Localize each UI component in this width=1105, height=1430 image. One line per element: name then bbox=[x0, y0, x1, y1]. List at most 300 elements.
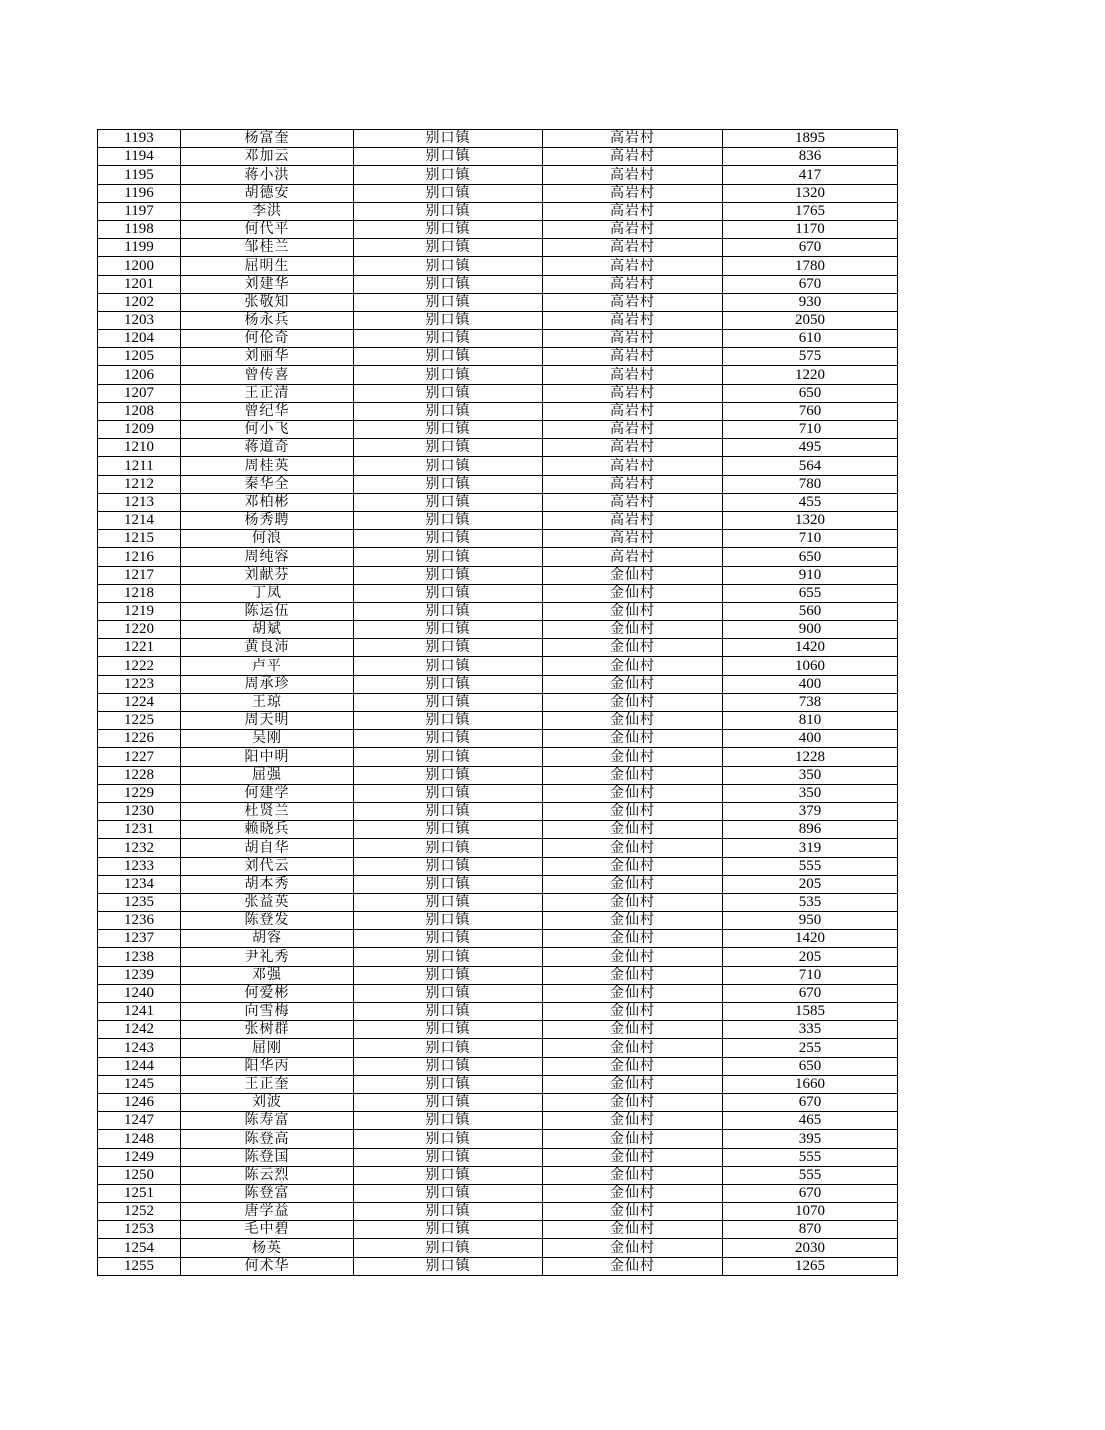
cell-amount: 575 bbox=[723, 348, 898, 366]
table-row bbox=[98, 839, 898, 857]
cell-amount: 535 bbox=[723, 893, 898, 911]
cell-town: 别口镇 bbox=[354, 912, 543, 930]
cell-village: 金仙村 bbox=[543, 584, 723, 602]
cell-village: 金仙村 bbox=[543, 693, 723, 711]
cell-village: 金仙村 bbox=[543, 1221, 723, 1239]
cell-number: 1221 bbox=[98, 639, 181, 657]
cell-amount: 670 bbox=[723, 1093, 898, 1111]
table-row bbox=[98, 1221, 898, 1239]
cell-number: 1235 bbox=[98, 893, 181, 911]
cell-town: 别口镇 bbox=[354, 457, 543, 475]
cell-number: 1220 bbox=[98, 621, 181, 639]
cell-name: 胡本秀 bbox=[181, 875, 354, 893]
cell-amount: 350 bbox=[723, 784, 898, 802]
cell-number: 1249 bbox=[98, 1148, 181, 1166]
cell-amount: 465 bbox=[723, 1112, 898, 1130]
table-row bbox=[98, 857, 898, 875]
table-row bbox=[98, 239, 898, 257]
cell-number: 1229 bbox=[98, 784, 181, 802]
cell-village: 高岩村 bbox=[543, 348, 723, 366]
table-row bbox=[98, 1166, 898, 1184]
cell-name: 丁凤 bbox=[181, 584, 354, 602]
table-row bbox=[98, 311, 898, 329]
cell-number: 1251 bbox=[98, 1184, 181, 1202]
cell-number: 1238 bbox=[98, 948, 181, 966]
table-row bbox=[98, 966, 898, 984]
cell-village: 金仙村 bbox=[543, 802, 723, 820]
cell-number: 1241 bbox=[98, 1003, 181, 1021]
table-row bbox=[98, 1239, 898, 1257]
cell-number: 1197 bbox=[98, 202, 181, 220]
cell-number: 1226 bbox=[98, 730, 181, 748]
cell-town: 别口镇 bbox=[354, 748, 543, 766]
table-row bbox=[98, 1093, 898, 1111]
cell-town: 别口镇 bbox=[354, 511, 543, 529]
cell-name: 周天明 bbox=[181, 712, 354, 730]
cell-village: 高岩村 bbox=[543, 311, 723, 329]
cell-name: 何代平 bbox=[181, 220, 354, 238]
cell-number: 1245 bbox=[98, 1075, 181, 1093]
cell-number: 1202 bbox=[98, 293, 181, 311]
cell-name: 张树群 bbox=[181, 1021, 354, 1039]
table-row bbox=[98, 493, 898, 511]
cell-village: 金仙村 bbox=[543, 1093, 723, 1111]
table-row bbox=[98, 748, 898, 766]
cell-amount: 205 bbox=[723, 948, 898, 966]
cell-town: 别口镇 bbox=[354, 675, 543, 693]
cell-village: 高岩村 bbox=[543, 421, 723, 439]
cell-town: 别口镇 bbox=[354, 130, 543, 148]
cell-town: 别口镇 bbox=[354, 1003, 543, 1021]
cell-name: 张益英 bbox=[181, 893, 354, 911]
cell-amount: 555 bbox=[723, 857, 898, 875]
cell-number: 1246 bbox=[98, 1093, 181, 1111]
cell-amount: 610 bbox=[723, 330, 898, 348]
table-row bbox=[98, 1130, 898, 1148]
cell-name: 陈云烈 bbox=[181, 1166, 354, 1184]
cell-name: 胡自华 bbox=[181, 839, 354, 857]
cell-town: 别口镇 bbox=[354, 693, 543, 711]
cell-number: 1206 bbox=[98, 366, 181, 384]
table-row bbox=[98, 330, 898, 348]
cell-amount: 780 bbox=[723, 475, 898, 493]
cell-village: 高岩村 bbox=[543, 293, 723, 311]
cell-name: 曾纪华 bbox=[181, 402, 354, 420]
table-row bbox=[98, 548, 898, 566]
cell-amount: 564 bbox=[723, 457, 898, 475]
cell-village: 金仙村 bbox=[543, 639, 723, 657]
cell-name: 王正奎 bbox=[181, 1075, 354, 1093]
table-row bbox=[98, 1257, 898, 1275]
cell-village: 金仙村 bbox=[543, 1148, 723, 1166]
cell-amount: 350 bbox=[723, 766, 898, 784]
table-row bbox=[98, 802, 898, 820]
table-row bbox=[98, 1184, 898, 1202]
cell-name: 曾传喜 bbox=[181, 366, 354, 384]
cell-number: 1207 bbox=[98, 384, 181, 402]
cell-village: 金仙村 bbox=[543, 675, 723, 693]
cell-amount: 1895 bbox=[723, 130, 898, 148]
table-row bbox=[98, 566, 898, 584]
cell-town: 别口镇 bbox=[354, 893, 543, 911]
table-row bbox=[98, 784, 898, 802]
cell-name: 何伦奇 bbox=[181, 330, 354, 348]
cell-number: 1232 bbox=[98, 839, 181, 857]
cell-amount: 760 bbox=[723, 402, 898, 420]
cell-amount: 1765 bbox=[723, 202, 898, 220]
table-row bbox=[98, 130, 898, 148]
cell-town: 别口镇 bbox=[354, 966, 543, 984]
cell-name: 刘建华 bbox=[181, 275, 354, 293]
cell-village: 高岩村 bbox=[543, 530, 723, 548]
cell-name: 刘献芬 bbox=[181, 566, 354, 584]
table-row bbox=[98, 712, 898, 730]
cell-amount: 455 bbox=[723, 493, 898, 511]
cell-town: 别口镇 bbox=[354, 657, 543, 675]
table-row bbox=[98, 821, 898, 839]
cell-number: 1213 bbox=[98, 493, 181, 511]
cell-number: 1209 bbox=[98, 421, 181, 439]
table-row bbox=[98, 1039, 898, 1057]
table-row bbox=[98, 1003, 898, 1021]
cell-town: 别口镇 bbox=[354, 621, 543, 639]
cell-amount: 1170 bbox=[723, 220, 898, 238]
cell-village: 金仙村 bbox=[543, 1039, 723, 1057]
cell-village: 金仙村 bbox=[543, 875, 723, 893]
cell-amount: 2050 bbox=[723, 311, 898, 329]
cell-number: 1195 bbox=[98, 166, 181, 184]
cell-village: 金仙村 bbox=[543, 1075, 723, 1093]
cell-number: 1230 bbox=[98, 802, 181, 820]
cell-village: 高岩村 bbox=[543, 511, 723, 529]
cell-number: 1227 bbox=[98, 748, 181, 766]
table-row bbox=[98, 730, 898, 748]
cell-town: 别口镇 bbox=[354, 639, 543, 657]
cell-town: 别口镇 bbox=[354, 875, 543, 893]
cell-village: 金仙村 bbox=[543, 712, 723, 730]
cell-name: 陈登发 bbox=[181, 912, 354, 930]
cell-name: 刘丽华 bbox=[181, 348, 354, 366]
cell-amount: 555 bbox=[723, 1148, 898, 1166]
cell-name: 阳中明 bbox=[181, 748, 354, 766]
cell-number: 1216 bbox=[98, 548, 181, 566]
cell-name: 赖晓兵 bbox=[181, 821, 354, 839]
table-row bbox=[98, 657, 898, 675]
cell-amount: 1228 bbox=[723, 748, 898, 766]
cell-number: 1240 bbox=[98, 984, 181, 1002]
cell-village: 高岩村 bbox=[543, 493, 723, 511]
cell-name: 张敬知 bbox=[181, 293, 354, 311]
table-row bbox=[98, 1075, 898, 1093]
cell-village: 金仙村 bbox=[543, 1203, 723, 1221]
cell-amount: 2030 bbox=[723, 1239, 898, 1257]
table-row bbox=[98, 366, 898, 384]
cell-village: 金仙村 bbox=[543, 984, 723, 1002]
cell-town: 别口镇 bbox=[354, 166, 543, 184]
cell-town: 别口镇 bbox=[354, 311, 543, 329]
cell-village: 金仙村 bbox=[543, 1257, 723, 1275]
cell-number: 1244 bbox=[98, 1057, 181, 1075]
cell-town: 别口镇 bbox=[354, 548, 543, 566]
cell-name: 李洪 bbox=[181, 202, 354, 220]
cell-village: 金仙村 bbox=[543, 948, 723, 966]
cell-amount: 1220 bbox=[723, 366, 898, 384]
table-row bbox=[98, 275, 898, 293]
cell-village: 高岩村 bbox=[543, 330, 723, 348]
cell-amount: 910 bbox=[723, 566, 898, 584]
cell-village: 金仙村 bbox=[543, 839, 723, 857]
cell-town: 别口镇 bbox=[354, 821, 543, 839]
cell-amount: 205 bbox=[723, 875, 898, 893]
cell-amount: 1320 bbox=[723, 511, 898, 529]
cell-name: 杨秀聘 bbox=[181, 511, 354, 529]
table-row bbox=[98, 930, 898, 948]
table-row bbox=[98, 1021, 898, 1039]
cell-amount: 710 bbox=[723, 966, 898, 984]
cell-amount: 650 bbox=[723, 548, 898, 566]
cell-name: 杨英 bbox=[181, 1239, 354, 1257]
cell-name: 屈强 bbox=[181, 766, 354, 784]
cell-village: 金仙村 bbox=[543, 1184, 723, 1202]
cell-town: 别口镇 bbox=[354, 239, 543, 257]
table-row bbox=[98, 475, 898, 493]
cell-town: 别口镇 bbox=[354, 421, 543, 439]
cell-village: 高岩村 bbox=[543, 202, 723, 220]
cell-amount: 670 bbox=[723, 1184, 898, 1202]
cell-number: 1199 bbox=[98, 239, 181, 257]
table-row bbox=[98, 1148, 898, 1166]
cell-amount: 896 bbox=[723, 821, 898, 839]
table-row bbox=[98, 893, 898, 911]
cell-amount: 650 bbox=[723, 1057, 898, 1075]
cell-number: 1239 bbox=[98, 966, 181, 984]
cell-town: 别口镇 bbox=[354, 1203, 543, 1221]
cell-town: 别口镇 bbox=[354, 402, 543, 420]
cell-number: 1223 bbox=[98, 675, 181, 693]
cell-name: 周纯容 bbox=[181, 548, 354, 566]
cell-amount: 1320 bbox=[723, 184, 898, 202]
cell-number: 1198 bbox=[98, 220, 181, 238]
cell-amount: 655 bbox=[723, 584, 898, 602]
cell-name: 刘代云 bbox=[181, 857, 354, 875]
cell-village: 高岩村 bbox=[543, 548, 723, 566]
cell-village: 高岩村 bbox=[543, 184, 723, 202]
cell-number: 1234 bbox=[98, 875, 181, 893]
cell-number: 1218 bbox=[98, 584, 181, 602]
table-row bbox=[98, 1057, 898, 1075]
table-row bbox=[98, 384, 898, 402]
table-row bbox=[98, 293, 898, 311]
cell-village: 金仙村 bbox=[543, 1003, 723, 1021]
cell-name: 胡德安 bbox=[181, 184, 354, 202]
cell-village: 高岩村 bbox=[543, 439, 723, 457]
cell-village: 高岩村 bbox=[543, 257, 723, 275]
cell-number: 1193 bbox=[98, 130, 181, 148]
cell-name: 向雪梅 bbox=[181, 1003, 354, 1021]
cell-number: 1243 bbox=[98, 1039, 181, 1057]
cell-village: 金仙村 bbox=[543, 730, 723, 748]
cell-name: 何爱彬 bbox=[181, 984, 354, 1002]
cell-name: 杨永兵 bbox=[181, 311, 354, 329]
cell-village: 高岩村 bbox=[543, 166, 723, 184]
cell-town: 别口镇 bbox=[354, 1112, 543, 1130]
cell-town: 别口镇 bbox=[354, 220, 543, 238]
cell-village: 金仙村 bbox=[543, 893, 723, 911]
cell-name: 杨富奎 bbox=[181, 130, 354, 148]
cell-number: 1237 bbox=[98, 930, 181, 948]
cell-town: 别口镇 bbox=[354, 348, 543, 366]
cell-number: 1208 bbox=[98, 402, 181, 420]
cell-number: 1214 bbox=[98, 511, 181, 529]
table-row bbox=[98, 602, 898, 620]
table-row bbox=[98, 639, 898, 657]
cell-number: 1194 bbox=[98, 148, 181, 166]
cell-town: 别口镇 bbox=[354, 730, 543, 748]
cell-number: 1254 bbox=[98, 1239, 181, 1257]
table-row bbox=[98, 984, 898, 1002]
cell-village: 金仙村 bbox=[543, 657, 723, 675]
cell-amount: 950 bbox=[723, 912, 898, 930]
cell-number: 1242 bbox=[98, 1021, 181, 1039]
cell-town: 别口镇 bbox=[354, 184, 543, 202]
cell-number: 1250 bbox=[98, 1166, 181, 1184]
cell-village: 金仙村 bbox=[543, 566, 723, 584]
cell-village: 高岩村 bbox=[543, 366, 723, 384]
cell-name: 陈登国 bbox=[181, 1148, 354, 1166]
cell-town: 别口镇 bbox=[354, 493, 543, 511]
cell-town: 别口镇 bbox=[354, 1057, 543, 1075]
cell-name: 屈刚 bbox=[181, 1039, 354, 1057]
cell-amount: 710 bbox=[723, 421, 898, 439]
cell-number: 1215 bbox=[98, 530, 181, 548]
cell-amount: 1420 bbox=[723, 639, 898, 657]
cell-amount: 400 bbox=[723, 675, 898, 693]
cell-town: 别口镇 bbox=[354, 1166, 543, 1184]
cell-number: 1236 bbox=[98, 912, 181, 930]
cell-amount: 1585 bbox=[723, 1003, 898, 1021]
cell-village: 金仙村 bbox=[543, 784, 723, 802]
table-row bbox=[98, 948, 898, 966]
cell-village: 金仙村 bbox=[543, 930, 723, 948]
cell-name: 王正清 bbox=[181, 384, 354, 402]
table-row bbox=[98, 675, 898, 693]
cell-town: 别口镇 bbox=[354, 857, 543, 875]
cell-name: 唐学益 bbox=[181, 1203, 354, 1221]
cell-name: 陈登高 bbox=[181, 1130, 354, 1148]
cell-name: 胡斌 bbox=[181, 621, 354, 639]
cell-number: 1212 bbox=[98, 475, 181, 493]
cell-town: 别口镇 bbox=[354, 530, 543, 548]
cell-town: 别口镇 bbox=[354, 384, 543, 402]
cell-amount: 1420 bbox=[723, 930, 898, 948]
cell-number: 1225 bbox=[98, 712, 181, 730]
cell-amount: 670 bbox=[723, 984, 898, 1002]
table-row bbox=[98, 166, 898, 184]
cell-village: 高岩村 bbox=[543, 275, 723, 293]
cell-town: 别口镇 bbox=[354, 202, 543, 220]
cell-town: 别口镇 bbox=[354, 984, 543, 1002]
cell-amount: 417 bbox=[723, 166, 898, 184]
cell-name: 何浪 bbox=[181, 530, 354, 548]
cell-town: 别口镇 bbox=[354, 1075, 543, 1093]
cell-name: 胡容 bbox=[181, 930, 354, 948]
cell-number: 1222 bbox=[98, 657, 181, 675]
cell-name: 邓强 bbox=[181, 966, 354, 984]
cell-amount: 870 bbox=[723, 1221, 898, 1239]
cell-number: 1200 bbox=[98, 257, 181, 275]
cell-village: 金仙村 bbox=[543, 1112, 723, 1130]
cell-name: 蒋道奇 bbox=[181, 439, 354, 457]
cell-village: 高岩村 bbox=[543, 384, 723, 402]
cell-amount: 1780 bbox=[723, 257, 898, 275]
table-row bbox=[98, 693, 898, 711]
cell-town: 别口镇 bbox=[354, 1130, 543, 1148]
table-row bbox=[98, 421, 898, 439]
table-row bbox=[98, 257, 898, 275]
cell-name: 周承珍 bbox=[181, 675, 354, 693]
cell-name: 邓柏彬 bbox=[181, 493, 354, 511]
cell-amount: 255 bbox=[723, 1039, 898, 1057]
cell-amount: 335 bbox=[723, 1021, 898, 1039]
cell-number: 1247 bbox=[98, 1112, 181, 1130]
cell-town: 别口镇 bbox=[354, 1148, 543, 1166]
table-row bbox=[98, 766, 898, 784]
table-row bbox=[98, 530, 898, 548]
cell-village: 金仙村 bbox=[543, 857, 723, 875]
table-row bbox=[98, 402, 898, 420]
cell-name: 吴刚 bbox=[181, 730, 354, 748]
cell-number: 1252 bbox=[98, 1203, 181, 1221]
cell-name: 何术华 bbox=[181, 1257, 354, 1275]
cell-village: 金仙村 bbox=[543, 1239, 723, 1257]
cell-amount: 710 bbox=[723, 530, 898, 548]
cell-town: 别口镇 bbox=[354, 1257, 543, 1275]
cell-amount: 1070 bbox=[723, 1203, 898, 1221]
cell-amount: 810 bbox=[723, 712, 898, 730]
cell-number: 1231 bbox=[98, 821, 181, 839]
cell-name: 秦华全 bbox=[181, 475, 354, 493]
cell-village: 高岩村 bbox=[543, 130, 723, 148]
cell-amount: 836 bbox=[723, 148, 898, 166]
cell-amount: 1660 bbox=[723, 1075, 898, 1093]
cell-village: 金仙村 bbox=[543, 1166, 723, 1184]
table-row bbox=[98, 875, 898, 893]
table-row bbox=[98, 148, 898, 166]
table-row bbox=[98, 348, 898, 366]
cell-number: 1253 bbox=[98, 1221, 181, 1239]
cell-number: 1210 bbox=[98, 439, 181, 457]
data-table bbox=[97, 129, 898, 1276]
table-row bbox=[98, 1203, 898, 1221]
cell-town: 别口镇 bbox=[354, 948, 543, 966]
cell-village: 高岩村 bbox=[543, 220, 723, 238]
cell-number: 1205 bbox=[98, 348, 181, 366]
cell-town: 别口镇 bbox=[354, 275, 543, 293]
cell-number: 1233 bbox=[98, 857, 181, 875]
cell-town: 别口镇 bbox=[354, 439, 543, 457]
cell-amount: 670 bbox=[723, 239, 898, 257]
cell-name: 阳华丙 bbox=[181, 1057, 354, 1075]
cell-name: 邓加云 bbox=[181, 148, 354, 166]
cell-number: 1224 bbox=[98, 693, 181, 711]
cell-town: 别口镇 bbox=[354, 1021, 543, 1039]
cell-village: 金仙村 bbox=[543, 966, 723, 984]
cell-name: 毛中碧 bbox=[181, 1221, 354, 1239]
cell-amount: 379 bbox=[723, 802, 898, 820]
cell-name: 王琼 bbox=[181, 693, 354, 711]
cell-amount: 670 bbox=[723, 275, 898, 293]
cell-amount: 1265 bbox=[723, 1257, 898, 1275]
